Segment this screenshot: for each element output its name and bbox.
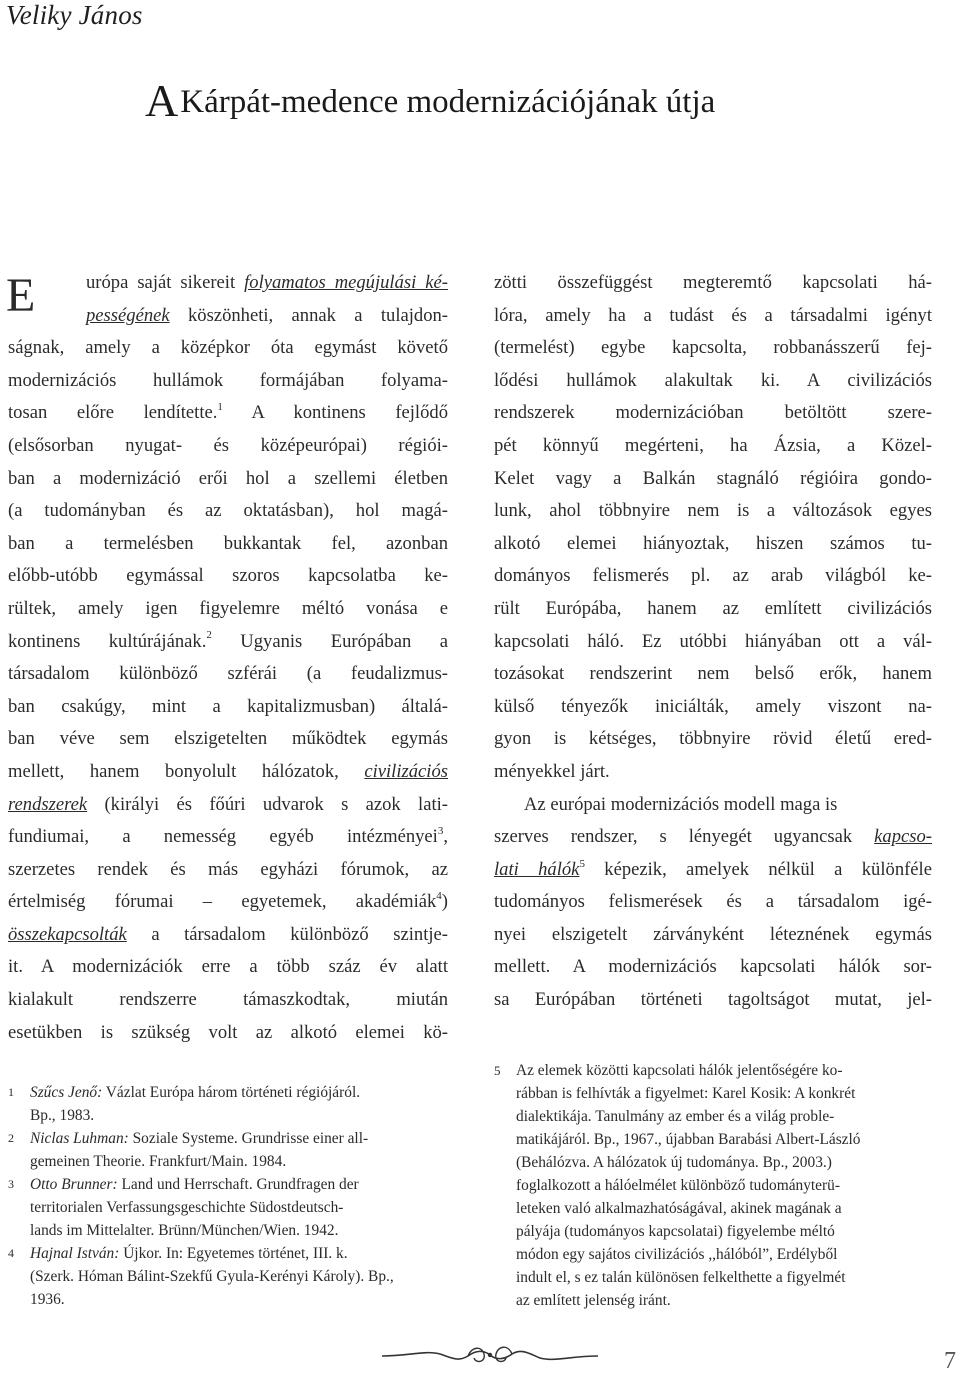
text-line: fundiumai, a nemesség egyéb intézményei$^3$, [8, 824, 448, 848]
footnote-line: Szűcs Jenő: Vázlat Európa három történeti régiójáról. [30, 1084, 361, 1101]
footnote [8, 1242, 448, 1311]
article-title [145, 74, 715, 127]
text-line: it. A modernizációk erre a több száz év alatt [8, 956, 448, 978]
title-text: Kárpát-medence modernizációjának útja [180, 84, 716, 120]
footnote-line: 1936. [30, 1291, 65, 1308]
footnote-line: matikájáról. Bp., 1967., újabban Barabási Albert-László [516, 1131, 861, 1148]
text-line: gyon is kétséges, többnyire rövid életű ered- [494, 728, 932, 750]
text-line: sa Európában történeti tagoltságot mutat, jel- [494, 989, 932, 1011]
footnote-line: módon egy sajátos civilizációs ,,hálóból”, Erdélyből [516, 1246, 838, 1263]
footnote-line: Bp., 1983. [30, 1107, 95, 1124]
footnote-ref: 2 [206, 629, 212, 642]
text-line: mellett. A modernizációs kapcsolati hálók sor- [494, 956, 932, 978]
text-line: zötti összefüggést megteremtő kapcsolati há- [494, 272, 932, 293]
footnotes-right [494, 1059, 936, 1312]
text-line: Az európai modernizációs modell maga is [524, 793, 838, 815]
footnotes-left [8, 1081, 448, 1311]
title-initial: A [145, 75, 179, 126]
footnote [8, 1127, 448, 1173]
text-line: kontinens kultúrájának.$^2$ Ugyanis Európában a [8, 629, 448, 652]
footnote-ref: 4 [436, 890, 442, 903]
text-line: dományos felismerés pl. az arab világból ke- [494, 565, 932, 587]
text-line: ságnak, amely a középkor óta egymást követő [8, 337, 448, 359]
footnote-ref: 3 [437, 824, 444, 837]
text-line: urópa saját sikereit folyamatos megújulási ké- [86, 272, 448, 293]
text-line: ban csakúgy, mint a kapitalizmusban) általá- [8, 695, 448, 717]
footnote-line: Otto Brunner: Land und Herrschaft. Grundfragen der [30, 1176, 359, 1193]
text-line: lóra, amely ha a tudást és a társadalmi igényt [494, 304, 932, 326]
text-line: modernizációs hullámok formájában folyama- [8, 369, 448, 391]
text-line: esetükben is szükség volt az alkotó elemei kö- [8, 1021, 448, 1043]
drop-cap-letter: E [6, 269, 36, 322]
text-line: rült Európába, hanem az említett civilizációs [494, 597, 932, 619]
text-line: szerves rendszer, s lényegét ugyancsak kapcso- [494, 826, 932, 848]
text-line: lődési hullámok alakultak ki. A civilizációs [494, 369, 932, 391]
footnote-line: lands im Mittelalter. Brünn/München/Wien. 1942. [30, 1222, 339, 1239]
text-line: ban a termelésben bukkantak fel, azonban [8, 532, 448, 554]
text-line: szerzetes rendek és más egyházi fórumok, az [8, 858, 448, 880]
text-line: összekapcsolták a társadalom különböző szintje- [8, 923, 448, 945]
text-line: társadalom különböző szférái (a feudalizmus- [8, 663, 448, 685]
footnote-line: gemeinen Theorie. Frankfurt/Main. 1984. [30, 1153, 287, 1170]
text-line: ményekkel járt. [494, 760, 610, 782]
text-line: pességének köszönheti, annak a tulajdon- [86, 304, 448, 326]
footnote-line: rábban is felhívták a figyelmet: Karel Kosik: A konkrét [516, 1085, 856, 1102]
text-line: tozásokat rendszerint nem belső erők, hanem [494, 663, 932, 685]
text-line: nyei elszigetelt zárványként léteznének egymás [494, 923, 932, 945]
emphasis-text: folyamatos megújulási ké- [244, 272, 448, 293]
text-line: kapcsolati háló. Ez utóbbi hiányában ott a vál- [494, 630, 932, 652]
text-line: rendszerek modernizációban betöltött szere- [494, 402, 932, 424]
footnote-line: Hajnal István: Újkor. In: Egyetemes történet, III. k. [30, 1245, 348, 1262]
footnote-line: foglalkozott a hálóelmélet különböző tudományterü- [516, 1177, 840, 1194]
emphasis-text: lati hálók [494, 858, 580, 880]
emphasis-text: civilizációs [364, 760, 448, 782]
text-line: ban a modernizáció erői hol a szellemi életben [8, 467, 448, 489]
footnote-ref: 5 [579, 857, 585, 870]
footnote-line: az említett jelenség iránt. [516, 1292, 671, 1309]
right-text-column [494, 267, 932, 1017]
footnote-line: territorialen Verfassungsgeschichte Südostdeutsch- [30, 1199, 344, 1216]
emphasis-text: pességének [86, 304, 170, 326]
text-line: mellett, hanem bonyolult hálózatok, civilizációs [8, 760, 448, 782]
footnote-line: Az elemek közötti kapcsolati hálók jelentőségére ko- [516, 1062, 843, 1079]
text-line: pét könnyű megérteni, ha Ázsia, a Közel- [494, 434, 932, 456]
text-line: tosan előre lendítette.$^1$ A kontinens fejlődő [8, 401, 448, 424]
left-text-column [8, 267, 448, 1049]
text-line: külső tényezők iniciálták, amely viszont na- [494, 695, 932, 717]
text-line: ban véve sem elszigetelten működtek egymás [8, 728, 448, 750]
text-line: lunk, ahol többnyire nem is a változások egyes [494, 500, 932, 522]
footnote-number: 2 [8, 1131, 14, 1145]
text-line: tudományos felismerések és a társadalom igé- [494, 891, 932, 913]
footnote-line: Niclas Luhman: Soziale Systeme. Grundrisse einer all- [30, 1130, 369, 1147]
footnote-line: (Behálózva. A hálózatok új tudománya. Bp., 2003.) [516, 1154, 832, 1171]
footnote-line: leteken való alkalmazhatóságával, akinek magának a [516, 1200, 842, 1217]
footnote-number: 3 [8, 1177, 14, 1191]
footnote [8, 1081, 448, 1127]
footnote-ref: 1 [217, 401, 223, 414]
text-line: alkotó elemei hiányoztak, hiszen számos tu- [494, 532, 932, 554]
text-line: rendszerek (királyi és főúri udvarok s azok lati- [8, 793, 448, 815]
text-line: kialakult rendszerre támaszkodtak, miután [8, 989, 448, 1011]
emphasis-text: összekapcsolták [8, 923, 127, 945]
footnote-number: 4 [8, 1246, 14, 1260]
text-line: Kelet vagy a Balkán stagnáló régióira gondo- [494, 467, 932, 489]
text-line: előbb-utóbb egymással szoros kapcsolatba ke- [8, 565, 448, 587]
text-line: (elsősorban nyugat- és középeurópai) régiói- [8, 434, 448, 456]
text-line: lati hálók$^5$ képezik, amelyek nélkül a különféle [494, 857, 932, 880]
emphasis-text: rendszerek [8, 793, 88, 815]
footnote [494, 1059, 936, 1312]
footnote-line: indult el, s ez talán különösen felkelthette a figyelmét [516, 1269, 846, 1286]
text-line: rültek, amely igen figyelemre méltó vonása e [8, 597, 448, 619]
text-line: értelmiség fórumai – egyetemek, akadémiák$^4$) [8, 890, 448, 913]
page-number: 7 [944, 1348, 956, 1374]
footnote-line: (Szerk. Hóman Bálint-Szekfű Gyula-Kerényi Károly). Bp., [30, 1268, 394, 1285]
footnote-number: 1 [8, 1085, 14, 1099]
footnote-number: 5 [494, 1063, 501, 1078]
emphasis-text: kapcso- [874, 826, 932, 848]
footnote-line: dialektikája. Tanulmány az ember és a világ proble- [516, 1108, 835, 1125]
ornament-divider-icon [380, 1340, 600, 1370]
footnote-line: pályája (tudományos kapcsolatai) figyelembe méltó [516, 1223, 835, 1240]
text-line: (a tudományban és az oktatásban), hol magá- [8, 500, 448, 522]
footnote [8, 1173, 448, 1242]
author-name: Veliky János [6, 0, 143, 30]
text-line: (termelést) egybe kapcsolta, robbanásszerű fej- [494, 337, 932, 359]
